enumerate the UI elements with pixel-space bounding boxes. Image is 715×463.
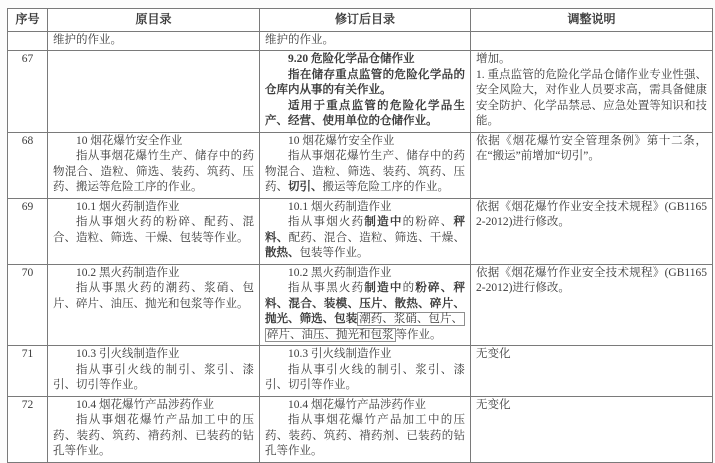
cell-paragraph [476,52,707,68]
cell-paragraph [265,68,465,99]
text-segment: 指从事烟花爆竹产品加工中的压药、装药、筑药、褙药剂、已装药的钻孔等作业。 [53,414,254,457]
text-segment: 指从事烟火药的粉碎、配药、混合、造粒、筛选、干燥、包装等作业。 [53,216,254,244]
text-segment: 10.4 烟花爆竹产品涉药作业 [76,398,214,411]
cell-paragraph [265,215,465,262]
serial-cell: 67 [8,51,48,133]
serial-cell: 72 [8,396,48,462]
header-note: 调整说明 [471,9,713,32]
note-cell [471,132,713,198]
cell-paragraph [53,215,254,246]
text-segment: 的 [402,282,416,294]
table-row [8,132,713,198]
cell-paragraph [476,200,707,231]
cell-paragraph [53,398,254,414]
text-segment: 10 烟花爆竹安全作业 [76,134,183,147]
text-segment: 指从事引火线的制引、浆引、漆引、切引等作业。 [265,363,465,391]
emphasis-segment: 制造中 [364,216,403,228]
text-segment: 1. 重点监管的危险化学品仓储作业专业性强、安全风险大，对作业人员要求高，需具备健康安全防护、化学品禁忌、应急处置等知识和技能。 [476,68,707,127]
cell-paragraph [265,99,465,130]
cell-paragraph [265,266,465,282]
original-cell [48,396,260,462]
emphasis-segment: 适用于重点监管的危险化学品生产、经营、使用单位的仓储作业。 [265,99,465,127]
revised-cell [260,198,471,264]
text-segment: 搬运等危险工序的作业。 [322,181,449,193]
text-segment: 的粉碎、 [402,216,454,228]
table-row [8,346,713,397]
header-serial: 序号 [8,9,48,32]
cell-paragraph [53,413,254,460]
note-cell [471,31,713,51]
cell-paragraph [476,134,707,165]
emphasis-segment: 9.20 危险化学品仓储作业 [288,53,415,65]
table-row [8,264,713,346]
serial-cell: 71 [8,346,48,397]
text-segment: 维护的作业。 [265,33,334,46]
text-segment: 10.2 黑火药制造作业 [76,266,180,279]
revision-table [7,8,713,463]
original-cell [48,31,260,51]
table-row [8,51,713,133]
cell-paragraph [53,363,254,394]
text-segment: 依据《烟花爆竹作业安全技术规程》(GB11652-2012)进行修改。 [476,266,707,294]
revised-cell [260,31,471,51]
revised-cell [260,396,471,462]
cell-paragraph [265,281,465,343]
cell-paragraph [265,413,465,460]
cell-paragraph [265,149,465,196]
text-segment: 依据《烟花爆竹安全管理条例》第十二条，在“搬运”前增加“切引”。 [476,134,707,162]
cell-paragraph [265,200,465,216]
revised-cell [260,132,471,198]
emphasis-segment: 指在储存重点监管的危险化学品的仓库内从事的有关作业。 [265,68,465,96]
cell-paragraph [53,347,254,363]
cell-paragraph [53,200,254,216]
original-cell [48,51,260,133]
table-body [8,31,713,462]
text-segment: 10.3 引火线制造作业 [288,348,392,360]
emphasis-segment: 切引、 [288,181,323,193]
text-segment: 无变化 [476,398,511,411]
cell-paragraph [53,149,254,196]
table-row [8,396,713,462]
text-segment: 10.3 引火线制造作业 [76,348,180,360]
header-revised: 修订后目录 [260,9,471,32]
serial-cell: 70 [8,264,48,346]
revised-cell [260,346,471,397]
original-cell [48,132,260,198]
cell-paragraph [265,134,465,150]
table-row [8,198,713,264]
original-cell [48,346,260,397]
cell-paragraph [265,363,465,394]
text-segment: 10.4 烟花爆竹产品涉药作业 [288,398,426,411]
text-segment: 指从事烟花爆竹生产、储存中的药物混合、造粒、筛选、装药、筑药、压药、 [265,150,465,193]
text-segment: 10.2 黑火药制造作业 [288,266,392,279]
text-segment: 包装等作业。 [299,247,369,259]
text-segment: 增加。 [476,53,511,65]
note-cell [471,51,713,133]
emphasis-segment: 粉碎、秤料、混合、装模、压片、散热、碎片、抛光、筛选、包装 [265,282,466,325]
table-header [8,9,713,32]
text-segment: 等作业。 [395,328,442,341]
text-segment: 指从事黑火药 [288,282,365,294]
cell-paragraph [476,68,707,130]
text-segment: 配药、混合、造粒、筛选、干燥、 [288,231,465,244]
note-cell [471,264,713,346]
note-cell [471,396,713,462]
revised-cell [260,51,471,133]
boxed-deletion-segment: 潮药、浆硝、包片、碎片、油压、抛光和包浆 [267,313,463,341]
header-row [8,9,713,32]
emphasis-segment: 散热、 [265,247,300,259]
note-cell [471,346,713,397]
table-row [8,31,713,51]
text-segment: 指从事烟花爆竹产品加工中的压药、装药、筑药、褙药剂、已装药的钻孔等作业。 [265,414,465,457]
text-segment: 无变化 [476,348,511,360]
emphasis-segment: 制造中 [364,282,403,294]
note-cell [471,198,713,264]
cell-paragraph [53,281,254,312]
cell-paragraph [476,398,707,414]
serial-cell [8,31,48,51]
header-original: 原目录 [48,9,260,32]
cell-paragraph [53,266,254,282]
cell-paragraph [476,347,707,363]
cell-paragraph [53,33,254,49]
emphasis-segment: 秤料、 [265,216,466,244]
text-segment: 10.1 烟火药制造作业 [76,200,180,213]
cell-paragraph [265,52,465,68]
revised-cell [260,264,471,346]
text-segment: 指从事引火线的制引、浆引、漆引、切引等作业。 [53,363,254,391]
text-segment: 维护的作业。 [53,33,122,46]
original-cell [48,198,260,264]
text-segment: 10.1 烟火药制造作业 [288,200,392,213]
text-segment: 指从事黑火药的潮药、浆硝、包片、碎片、油压、抛光和包浆等作业。 [53,282,254,310]
serial-cell: 68 [8,132,48,198]
text-segment: 指从事烟花爆竹生产、储存中的药物混合、造粒、筛选、装药、筑药、压药、搬运等危险工序的作业。 [53,150,254,193]
text-segment: 10 烟花爆竹安全作业 [288,134,395,147]
cell-paragraph [265,398,465,414]
text-segment: 依据《烟花爆竹作业安全技术规程》(GB11652-2012)进行修改。 [476,200,707,228]
original-cell [48,264,260,346]
cell-paragraph [265,347,465,363]
cell-paragraph [476,266,707,297]
cell-paragraph [265,33,465,49]
cell-paragraph [53,134,254,150]
serial-cell: 69 [8,198,48,264]
text-segment: 指从事烟火药 [288,216,365,228]
